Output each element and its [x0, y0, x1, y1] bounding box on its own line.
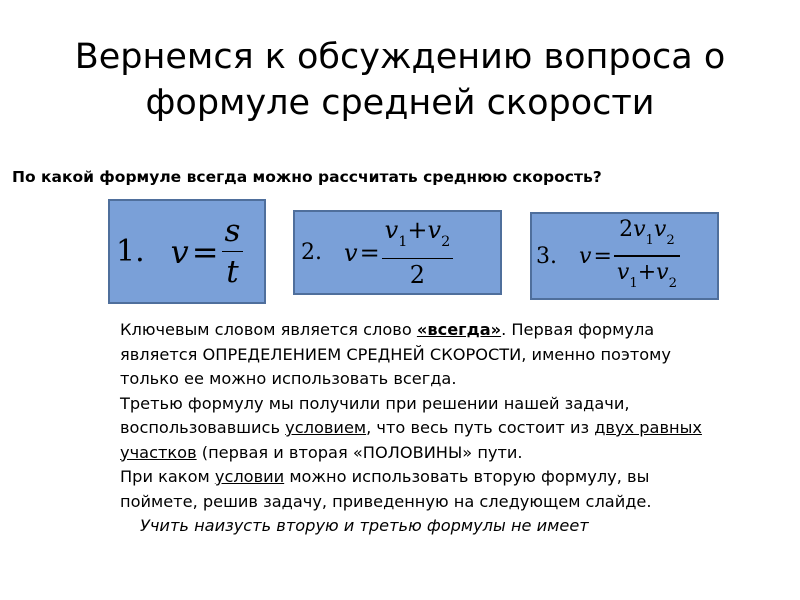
formula-fraction: [382, 214, 454, 292]
formula-number: 1.: [116, 234, 145, 269]
formula-number: 3.: [536, 243, 557, 269]
paragraph-second-formula: При каком условии можно использовать вторую формулу, вы поймете, решив задачу, приведенную на следующем слайде.: [120, 467, 652, 511]
question-text: По какой формуле всегда можно рассчитать среднюю скорость?: [12, 168, 602, 186]
underlined-equal-segments: двух равных участков: [120, 418, 702, 462]
slide-title: [0, 34, 800, 126]
underlined-condition-2: условии: [214, 467, 285, 486]
slide-title-line-1: Вернемся к обсуждению вопроса о: [74, 37, 726, 77]
formula-lhs: v: [579, 243, 592, 269]
formula-equals: =: [191, 232, 219, 271]
explanation-text: [120, 318, 720, 539]
formula-denominator: $v_1+v_2$: [616, 259, 677, 291]
formula-box-2: [293, 210, 502, 295]
underlined-condition: условием: [285, 418, 367, 437]
formula-number: 2.: [301, 240, 322, 265]
formula-fraction: [222, 211, 244, 293]
paragraph-memorize: Учить наизусть вторую и третью формулы не имеет: [140, 516, 589, 535]
formula-equals: =: [359, 238, 380, 267]
slide-title-line-2: формуле средней скорости: [145, 83, 655, 123]
formula-lhs: v: [170, 232, 189, 271]
formula-numerator: $v_1+v_2$: [384, 215, 451, 250]
formula-numerator: $2v_1v_2$: [619, 216, 675, 248]
formula-lhs: v: [344, 238, 358, 267]
keyword-always: «всегда»: [416, 320, 502, 339]
formula-denominator: t: [226, 254, 239, 291]
paragraph-third-formula: Третью формулу мы получили при решении нашей задачи, воспользовавшись условием, что весь путь состоит из двух равных участков (первая и вторая «ПОЛОВИНЫ» пути.: [120, 393, 702, 462]
paragraph-keyword: Ключевым словом является слово «всегда». Первая формула является ОПРЕДЕЛЕНИЕМ СРЕДНЕЙ СКОРОСТИ, именно поэтому только ее можно использовать всегда.: [120, 320, 671, 388]
formula-numerator: s: [224, 212, 241, 249]
formula-fraction: [614, 214, 680, 299]
formula-equals: =: [593, 243, 612, 269]
formula-box-1: [108, 199, 266, 304]
formula-denominator: 2: [409, 261, 426, 290]
formula-box-3: [530, 212, 719, 300]
